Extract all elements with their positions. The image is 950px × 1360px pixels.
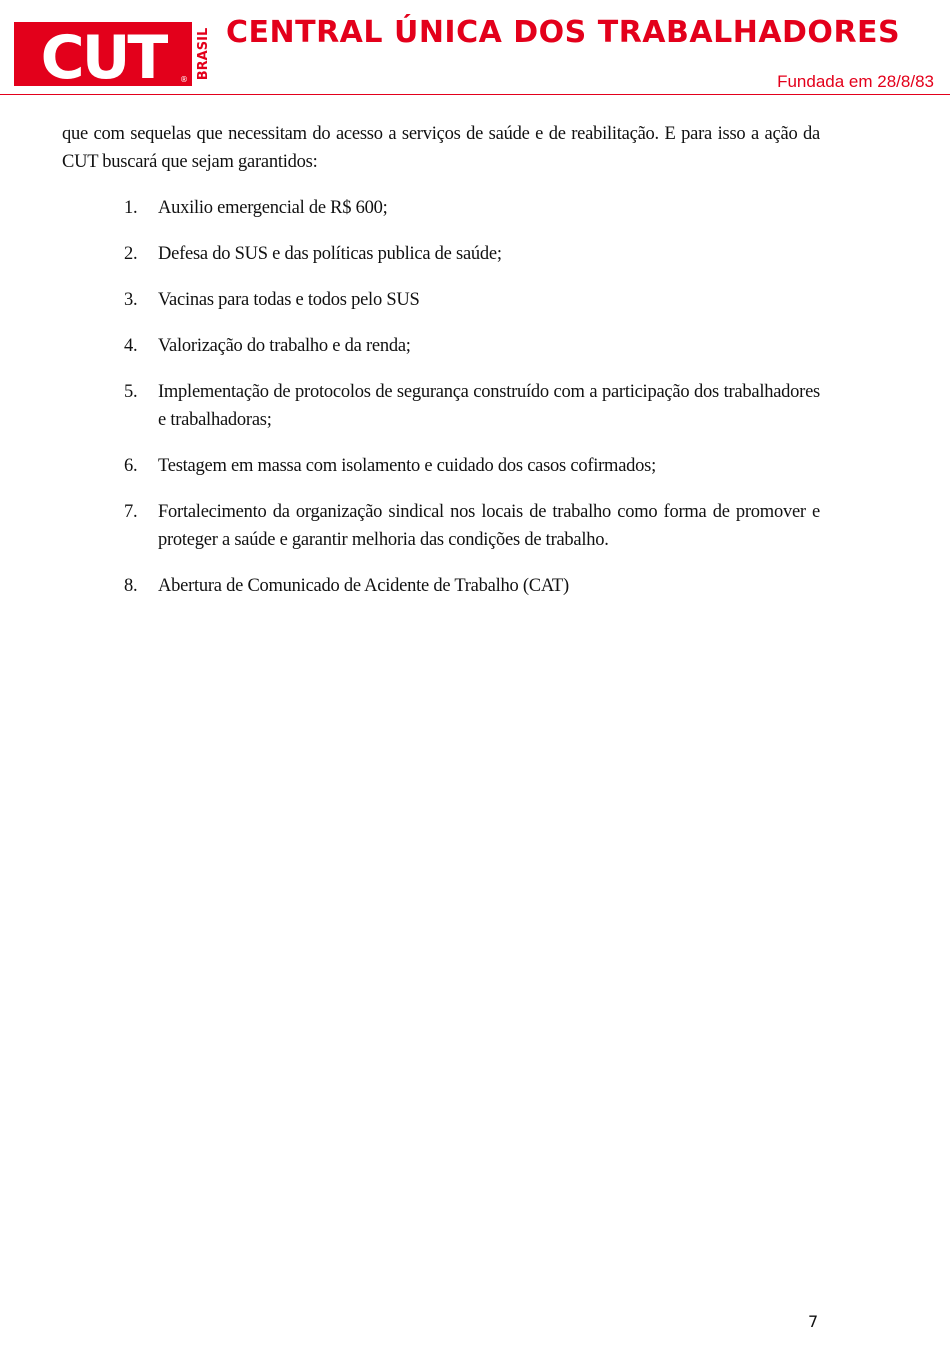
- list-item-text: Auxilio emergencial de R$ 600;: [158, 198, 388, 218]
- list-item-text: Defesa do SUS e das políticas publica de saúde;: [158, 244, 502, 264]
- document-body: [62, 120, 820, 618]
- list-item-text: Testagem em massa com isolamento e cuidado dos casos cofirmados;: [158, 456, 656, 476]
- organization-title: CENTRAL ÚNICA DOS TRABALHADORES: [226, 15, 901, 50]
- list-item-number: 1.: [124, 198, 138, 218]
- list-item-number: 5.: [124, 382, 138, 402]
- list-item-number: 8.: [124, 576, 138, 596]
- list-item: [62, 498, 820, 554]
- list-item-text: Fortalecimento da organização sindical nos locais de trabalho como forma de promover e proteger a saúde e garantir melhoria das condições de trabalho.: [158, 502, 820, 550]
- list-item-number: 6.: [124, 456, 138, 476]
- page-header: [0, 0, 950, 100]
- list-item-text: Abertura de Comunicado de Acidente de Trabalho (CAT): [158, 576, 569, 596]
- list-item-text: Valorização do trabalho e da renda;: [158, 336, 411, 356]
- list-item: [62, 572, 820, 600]
- list-item: [62, 286, 820, 314]
- page-number: 7: [808, 1312, 819, 1331]
- svg-text:®: ®: [180, 75, 188, 84]
- intro-paragraph: que com sequelas que necessitam do acesso a serviços de saúde e de reabilitação. E para isso a ação da CUT buscará que sejam garantidos:: [62, 124, 820, 172]
- list-item: [62, 452, 820, 480]
- list-item: [62, 332, 820, 360]
- svg-text:BRASIL: BRASIL: [196, 27, 211, 81]
- demands-list: [62, 194, 820, 600]
- list-item-number: 3.: [124, 290, 138, 310]
- list-item-text: Vacinas para todas e todos pelo SUS: [158, 290, 420, 310]
- founded-date: Fundada em 28/8/83: [777, 72, 934, 91]
- cut-logo-icon: [14, 20, 212, 88]
- list-item-number: 2.: [124, 244, 138, 264]
- list-item: [62, 378, 820, 434]
- list-item-number: 4.: [124, 336, 138, 356]
- list-item: [62, 194, 820, 222]
- svg-text:CUT: CUT: [40, 23, 166, 88]
- header-divider: [0, 94, 950, 95]
- list-item-number: 7.: [124, 502, 138, 522]
- list-item-text: Implementação de protocolos de segurança construído com a participação dos trabalhadores e trabalhadoras;: [158, 382, 820, 430]
- list-item: [62, 240, 820, 268]
